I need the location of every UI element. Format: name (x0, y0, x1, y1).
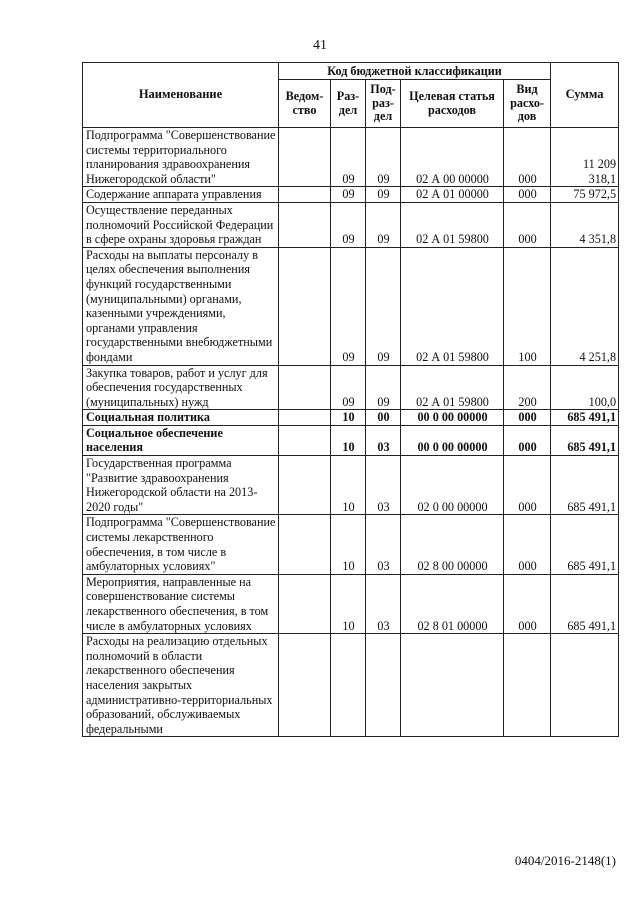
table-row (83, 202, 619, 247)
row-sum-cell: 100,0 (551, 365, 619, 410)
row-podrazdel-cell: 09 (366, 128, 401, 187)
row-vid-cell: 000 (504, 187, 551, 203)
header-sum: Сумма (551, 63, 619, 128)
page-number: 41 (313, 38, 327, 53)
row-razdel-cell: 10 (331, 410, 366, 426)
row-vedomstvo-cell (279, 456, 331, 515)
row-vid-cell: 000 (504, 425, 551, 455)
header-row-top (83, 63, 619, 80)
row-vedomstvo-cell (279, 202, 331, 247)
row-sum-cell: 685 491,1 (551, 456, 619, 515)
row-statya-cell: 02 А 01 59800 (401, 365, 504, 410)
header-razdel: Раз-дел (331, 80, 366, 128)
row-vid-cell: 000 (504, 515, 551, 574)
row-vid-cell: 000 (504, 456, 551, 515)
row-statya-cell: 02 А 01 59800 (401, 247, 504, 365)
row-podrazdel-cell: 03 (366, 425, 401, 455)
row-razdel-cell: 10 (331, 456, 366, 515)
table-row (83, 425, 619, 455)
row-vedomstvo-cell (279, 634, 331, 737)
row-razdel-cell (331, 634, 366, 737)
row-statya-cell: 02 0 00 00000 (401, 456, 504, 515)
table-row (83, 574, 619, 633)
row-sum-cell: 685 491,1 (551, 515, 619, 574)
row-vid-cell: 000 (504, 202, 551, 247)
row-vedomstvo-cell (279, 247, 331, 365)
row-name-cell: Закупка товаров, работ и услуг для обеспечения государственных (муниципальных) нужд (83, 365, 279, 410)
row-sum-cell: 4 251,8 (551, 247, 619, 365)
row-name-cell: Подпрограмма "Совершенствование системы лекарственного обеспечения, в том числе в амбулаторных условиях" (83, 515, 279, 574)
row-podrazdel-cell: 09 (366, 187, 401, 203)
row-razdel-cell: 09 (331, 202, 366, 247)
row-vedomstvo-cell (279, 365, 331, 410)
table-row (83, 128, 619, 187)
table-row (83, 365, 619, 410)
row-statya-cell (401, 634, 504, 737)
row-vedomstvo-cell (279, 515, 331, 574)
row-vid-cell: 200 (504, 365, 551, 410)
table-row (83, 410, 619, 426)
budget-table (82, 62, 619, 737)
row-podrazdel-cell: 03 (366, 574, 401, 633)
row-podrazdel-cell: 00 (366, 410, 401, 426)
row-vid-cell: 000 (504, 128, 551, 187)
row-vid-cell: 000 (504, 574, 551, 633)
table-row (83, 456, 619, 515)
row-name-cell: Социальная политика (83, 410, 279, 426)
table-row (83, 634, 619, 737)
row-statya-cell: 02 А 01 00000 (401, 187, 504, 203)
table-row (83, 247, 619, 365)
row-podrazdel-cell: 03 (366, 515, 401, 574)
header-name: Наименование (83, 63, 279, 128)
row-vedomstvo-cell (279, 425, 331, 455)
row-podrazdel-cell (366, 634, 401, 737)
row-podrazdel-cell: 09 (366, 365, 401, 410)
row-sum-cell: 685 491,1 (551, 410, 619, 426)
row-razdel-cell: 10 (331, 425, 366, 455)
row-statya-cell: 00 0 00 00000 (401, 410, 504, 426)
row-name-cell: Расходы на реализацию отдельных полномочий в области лекарственного обеспечения населения закрытых административно-территориальных образований, обслуживаемых федеральными (83, 634, 279, 737)
row-name-cell: Мероприятия, направленные на совершенствование системы лекарственного обеспечения, в том числе в амбулаторных условиях (83, 574, 279, 633)
row-vid-cell: 000 (504, 410, 551, 426)
row-razdel-cell: 09 (331, 128, 366, 187)
row-vedomstvo-cell (279, 128, 331, 187)
row-name-cell: Социальное обеспечение населения (83, 425, 279, 455)
row-sum-cell: 685 491,1 (551, 574, 619, 633)
row-name-cell: Подпрограмма "Совершенствование системы территориального планирования здравоохранения Нижегородской области" (83, 128, 279, 187)
row-name-cell: Государственная программа "Развитие здравоохранения Нижегородской области на 2013-2020 годы" (83, 456, 279, 515)
table-row (83, 515, 619, 574)
row-statya-cell: 00 0 00 00000 (401, 425, 504, 455)
row-sum-cell: 685 491,1 (551, 425, 619, 455)
row-sum-cell: 4 351,8 (551, 202, 619, 247)
row-name-cell: Содержание аппарата управления (83, 187, 279, 203)
row-statya-cell: 02 А 00 00000 (401, 128, 504, 187)
row-razdel-cell: 10 (331, 515, 366, 574)
row-vid-cell (504, 634, 551, 737)
row-name-cell: Расходы на выплаты персоналу в целях обеспечения выполнения функций государственными (муниципальными) органами, казенными учреждениями, органами управления государственными внебюджетными фондами (83, 247, 279, 365)
row-statya-cell: 02 8 01 00000 (401, 574, 504, 633)
row-razdel-cell: 10 (331, 574, 366, 633)
row-podrazdel-cell: 03 (366, 456, 401, 515)
row-vedomstvo-cell (279, 410, 331, 426)
row-sum-cell (551, 634, 619, 737)
row-podrazdel-cell: 09 (366, 247, 401, 365)
row-razdel-cell: 09 (331, 365, 366, 410)
row-podrazdel-cell: 09 (366, 202, 401, 247)
row-sum-cell: 75 972,5 (551, 187, 619, 203)
row-razdel-cell: 09 (331, 247, 366, 365)
row-vedomstvo-cell (279, 187, 331, 203)
header-podrazdel: Под-раз-дел (366, 80, 401, 128)
row-vedomstvo-cell (279, 574, 331, 633)
header-code-group: Код бюджетной классификации (279, 63, 551, 80)
header-vedomstvo: Ведом-ство (279, 80, 331, 128)
row-statya-cell: 02 А 01 59800 (401, 202, 504, 247)
document-code: 0404/2016-2148(1) (514, 853, 616, 868)
row-vid-cell: 100 (504, 247, 551, 365)
row-sum-cell: 11 209 318,1 (551, 128, 619, 187)
header-statya: Целевая статья расходов (401, 80, 504, 128)
row-razdel-cell: 09 (331, 187, 366, 203)
row-statya-cell: 02 8 00 00000 (401, 515, 504, 574)
row-name-cell: Осуществление переданных полномочий Российской Федерации в сфере охраны здоровья граждан (83, 202, 279, 247)
table-row (83, 187, 619, 203)
header-vid: Вид расхо-дов (504, 80, 551, 128)
